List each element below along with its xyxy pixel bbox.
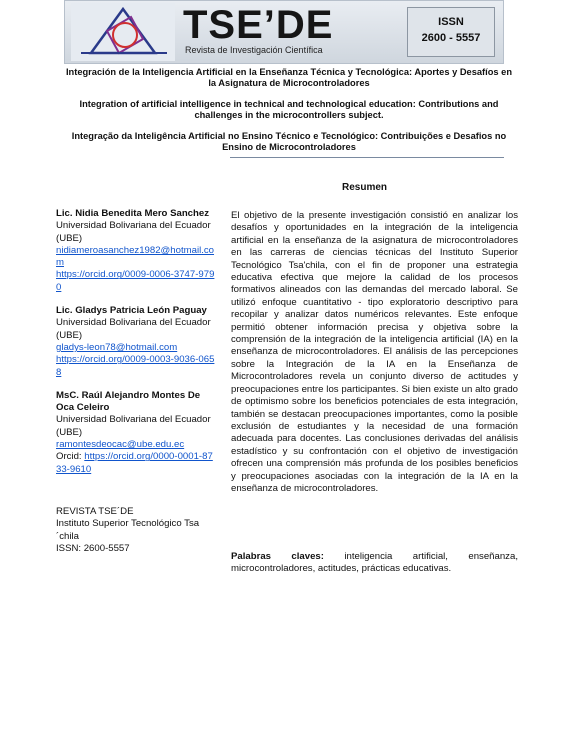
- author-orcid-line: [56, 451, 216, 476]
- journal-institution: Instituto Superior Tecnológico Tsa´chila: [56, 518, 200, 542]
- author-block: [56, 305, 216, 379]
- orcid-label: Orcid:: [56, 451, 85, 463]
- issn-label: ISSN: [438, 16, 464, 28]
- journal-logo: [71, 3, 175, 61]
- author-name: Lic. Nidia Benedita Mero Sanchez: [56, 208, 210, 219]
- journal-subtitle: Revista de Investigación Científica: [185, 45, 323, 55]
- author-affiliation: Universidad Bolivariana del Ecuador (UBE): [56, 317, 211, 341]
- author-name: MsC. Raúl Alejandro Montes De Oca Celeiro: [56, 389, 201, 414]
- title-divider: [230, 157, 504, 158]
- issn-box: [407, 7, 495, 57]
- title-portuguese: Integração da Inteligência Artificial no Ensino Técnico e Tecnológico: Contribuições e Desafios no Ensino de Microcontroladores: [71, 131, 507, 152]
- author-email-link[interactable]: gladys-leon78@hotmail.com: [56, 341, 178, 353]
- author-column: [56, 208, 216, 555]
- author-email-link[interactable]: ramontesdeocac@ube.edu.ec: [56, 439, 185, 451]
- keywords-label: Palabras claves:: [231, 551, 324, 562]
- author-email-link[interactable]: nidiameroasanchez1982@hotmail.com: [56, 244, 215, 269]
- title-english: Integration of artificial intelligence in technical and technological education: Contributions and challenges in the microcontrollers subject.: [79, 99, 499, 120]
- author-orcid-link[interactable]: https://orcid.org/0009-0006-3747-9790: [56, 269, 215, 293]
- author-block: [56, 208, 216, 294]
- author-block: [56, 390, 216, 476]
- author-orcid-link[interactable]: https://orcid.org/0000-0001-8733-9610: [56, 451, 213, 475]
- author-orcid-link[interactable]: https://orcid.org/0009-0003-9036-0658: [56, 354, 215, 378]
- journal-name: REVISTA TSE´DE: [56, 505, 134, 517]
- journal-issn: ISSN: 2600-5557: [56, 542, 130, 554]
- journal-brand: TSE’DE: [183, 3, 334, 47]
- author-name: Lic. Gladys Patricia León Paguay: [56, 305, 207, 317]
- title-spanish: Integración de la Inteligencia Artificial en la Enseñanza Técnica y Tecnológica: Aportes y Desafíos en la Asignatura de Microcontroladores: [65, 67, 513, 88]
- journal-banner: [64, 0, 504, 64]
- issn-number: 2600 - 5557: [421, 32, 481, 44]
- keywords: [231, 551, 518, 576]
- author-affiliation: Universidad Bolivariana del Ecuador (UBE): [56, 220, 211, 244]
- abstract-body: El objetivo de la presente investigación consistió en analizar los desafíos y oportunidades en la integración de la inteligencia artificial en la enseñanza de la asignatura de microcontroladores en las carreras de ciencias técnicas del Instituto Superior Tecnológico Tsa'chila, con el fin de proponer una estrategia educativa efectiva que mejore la calidad de los procesos formativos alineados con las demandas del mercado laboral. Se utilizó enfoque cuantitativo - tipo exploratorio descriptivo para recopilar y analizar datos numéricos relevantes. Este enfoque permitió obtener información precisa y objetiva sobre la comprensión de la integración de la inteligencia artificial (IA) en la enseñanza de microcontroladores. El análisis de las percepciones sobre la Integración de la IA en la Enseñanza de Microcontroladores revela un conjunto diverso de actitudes y preocupaciones entre los participantes. Si bien existe un alto grado de optimismo sobre los beneficios potenciales de esta integración, también se destacan preocupaciones importantes, como la posible exclusión de estudiantes y la necesidad de una formación adecuada para docentes. Las conclusiones derivadas del análisis estadístico y su confrontación con el objetivo de investigación ofrecen una comprensión más profunda de los posibles beneficios y preocupaciones asociadas con la integración de la IA en la enseñanza de microcontroladores.: [231, 210, 518, 494]
- keywords-list: inteligencia artificial, enseñanza, microcontroladores, actitudes, prácticas educativas.: [231, 551, 518, 575]
- journal-info: [56, 506, 216, 555]
- abstract-heading: Resumen: [342, 182, 388, 193]
- author-affiliation: Universidad Bolivariana del Ecuador (UBE): [56, 414, 211, 438]
